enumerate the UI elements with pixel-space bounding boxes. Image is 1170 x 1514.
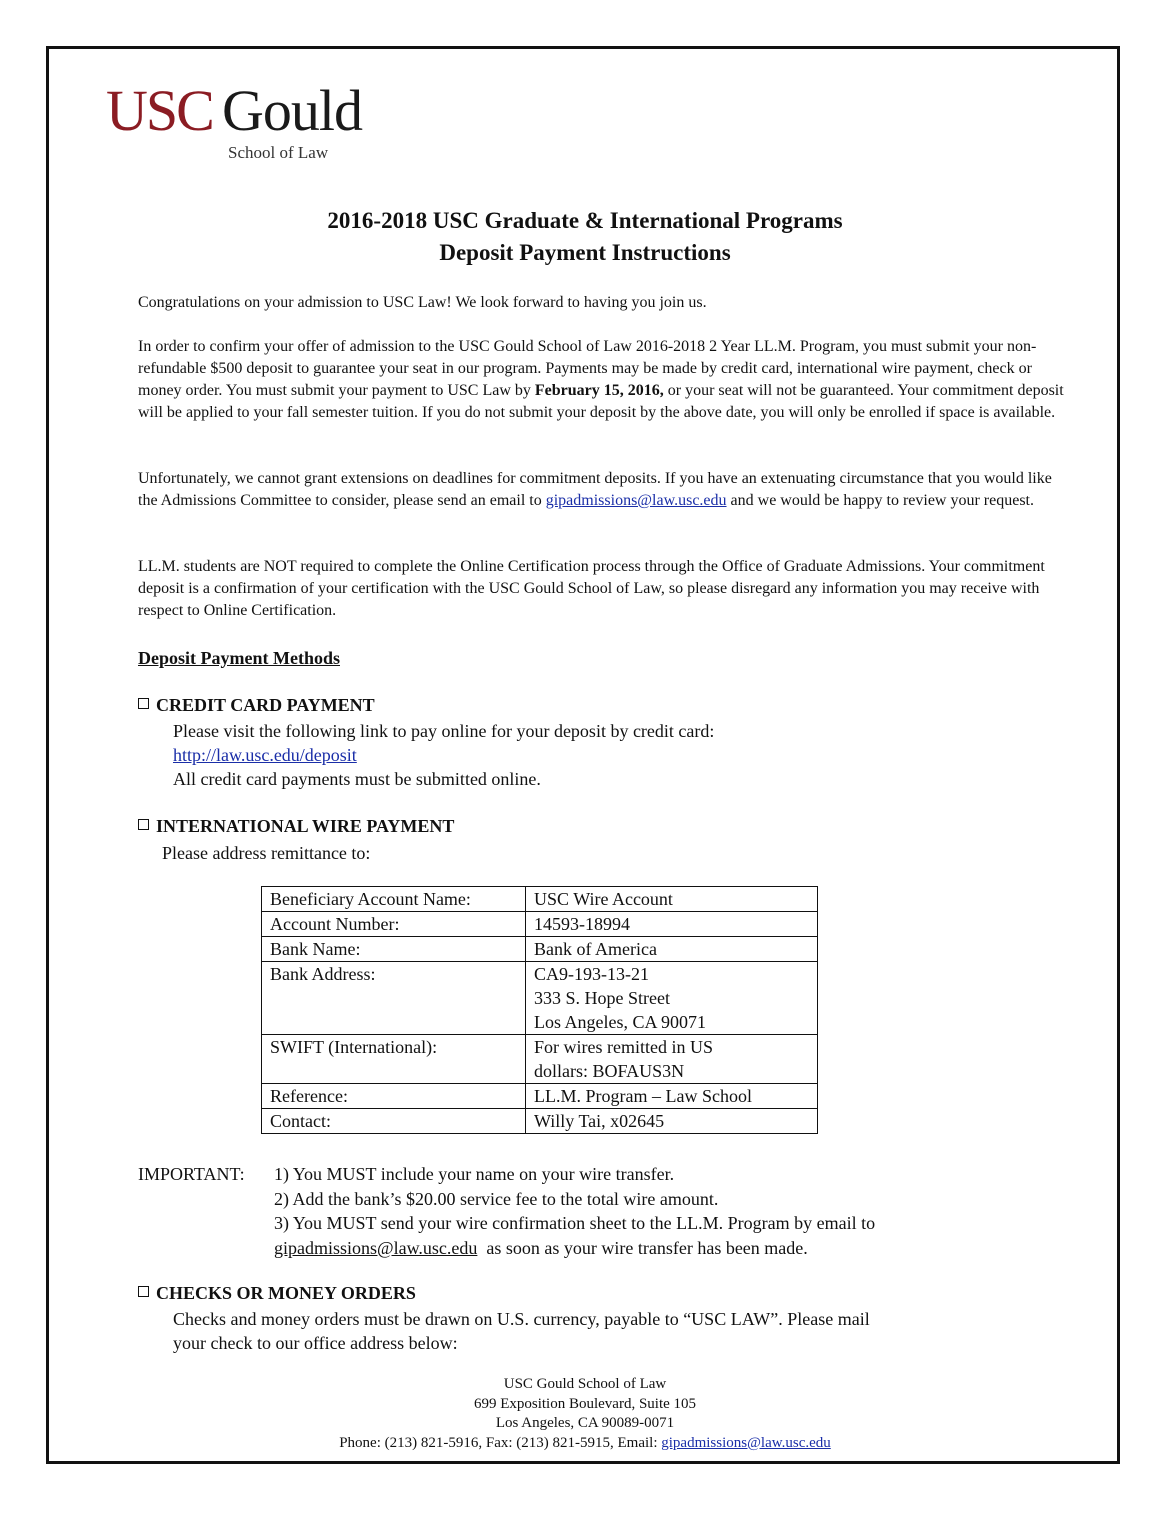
- checks-section-title: [138, 1283, 416, 1304]
- intro-paragraph-1: [138, 292, 1068, 314]
- wire-subtitle: Please address remittance to:: [162, 843, 371, 863]
- table-key: SWIFT (International):: [262, 1035, 526, 1084]
- logo-gould: Gould: [222, 78, 362, 143]
- bank-address-line: 333 S. Hope Street: [534, 988, 670, 1008]
- intro-text-3b: and we would be happy to review your request.: [726, 492, 1034, 509]
- page-title: 2016-2018 USC Graduate & International Programs: [327, 208, 843, 233]
- table-row: [262, 887, 818, 912]
- table-row: [262, 1109, 818, 1134]
- intro-text-3a: Unfortunately, we cannot grant extensions on deadlines for commitment deposits. If you have an extenuating circumstance that you would like the Admissions Committee to consider, please send an email to: [138, 470, 1052, 509]
- intro-text-2a: In order to confirm your offer of admission to the USC Gould School of Law 2016-2018 2 Year LL.M. Program, you must submit your non-refundable $500 deposit to guarantee your seat in our program. Payments may be made by credit card, international wire payment, check or money order. You must submit your payment to USC Law by: [138, 338, 1037, 399]
- table-value: Bank of America: [526, 937, 818, 962]
- intro-text-4: LL.M. students are NOT required to complete the Online Certification process through the Office of Graduate Admissions. Your commitment deposit is a confirmation of your certification with the USC Gould School of Law, so please disregard any information you may receive with respect to Online Certification.: [138, 558, 1045, 619]
- intro-paragraph-2: [138, 336, 1068, 424]
- credit-card-body: [173, 719, 714, 791]
- table-key: Reference:: [262, 1084, 526, 1109]
- credit-card-section-title: [138, 695, 375, 716]
- checks-title-text: CHECKS OR MONEY ORDERS: [156, 1283, 416, 1303]
- footer-contact: Phone: (213) 821-5916, Fax: (213) 821-5915, Email:: [339, 1434, 662, 1451]
- checks-body: [173, 1307, 870, 1355]
- table-key: Account Number:: [262, 912, 526, 937]
- deposit-payment-link[interactable]: http://law.usc.edu/deposit: [173, 745, 357, 765]
- intro-text-1: Congratulations on your admission to USC Law! We look forward to having you join us.: [138, 294, 707, 311]
- wire-title-text: INTERNATIONAL WIRE PAYMENT: [156, 816, 455, 836]
- table-row: [262, 937, 818, 962]
- checkbox-icon: [138, 1286, 149, 1297]
- table-key: Bank Address:: [262, 962, 526, 1035]
- important-label: IMPORTANT:: [138, 1164, 245, 1184]
- important-item-tail: as soon as your wire transfer has been made.: [477, 1237, 808, 1258]
- table-value: USC Wire Account: [526, 887, 818, 912]
- credit-card-title-text: CREDIT CARD PAYMENT: [156, 695, 375, 715]
- intro-paragraph-4: [138, 556, 1068, 622]
- logo-subtitle: School of Law: [228, 143, 329, 162]
- footer-line: Los Angeles, CA 90089-0071: [495, 1415, 675, 1431]
- table-row: [262, 1035, 818, 1084]
- footer-line: 699 Exposition Boulevard, Suite 105: [473, 1395, 697, 1412]
- wire-details-table: [261, 886, 818, 1134]
- table-key: Bank Name:: [262, 937, 526, 962]
- checks-line: Checks and money orders must be drawn on U.S. currency, payable to “USC LAW”. Please mail: [173, 1309, 870, 1329]
- important-list: [274, 1162, 875, 1260]
- footer-email-link[interactable]: gipadmissions@law.usc.edu: [661, 1434, 831, 1451]
- swift-line: For wires remitted in US: [534, 1037, 713, 1057]
- deadline-date: February 15, 2016,: [534, 382, 664, 399]
- checkbox-icon: [138, 698, 149, 709]
- table-key: Beneficiary Account Name:: [262, 887, 526, 912]
- swift-line: dollars: BOFAUS3N: [534, 1061, 685, 1081]
- checks-line: your check to our office address below:: [173, 1333, 458, 1353]
- logo-usc: USC: [106, 78, 213, 143]
- bank-address-line: CA9-193-13-21: [534, 964, 649, 984]
- important-item: 3) You MUST send your wire confirmation sheet to the LL.M. Program by email to: [274, 1213, 876, 1233]
- table-row: [262, 1084, 818, 1109]
- methods-heading: Deposit Payment Methods: [138, 648, 340, 668]
- wire-section-title: [138, 816, 454, 837]
- footer-address: [0, 1375, 1170, 1453]
- table-row: [262, 962, 818, 1035]
- table-value: [526, 962, 818, 1035]
- bank-address-line: Los Angeles, CA 90071: [534, 1012, 707, 1032]
- checkbox-icon: [138, 819, 149, 830]
- confirmation-email-link[interactable]: gipadmissions@law.usc.edu: [274, 1237, 478, 1258]
- intro-text-2b: or your seat will not be guaranteed. Your commitment deposit will be applied to your fall semester tuition. If you do not submit your deposit by the above date, you will only be enrolled if space is available.: [138, 382, 1064, 421]
- credit-card-instruction: Please visit the following link to pay online for your deposit by credit card:: [173, 721, 715, 741]
- table-value: LL.M. Program – Law School: [526, 1084, 818, 1109]
- table-key: Contact:: [262, 1109, 526, 1134]
- admissions-email-link[interactable]: gipadmissions@law.usc.edu: [545, 492, 727, 509]
- credit-card-note: All credit card payments must be submitted online.: [173, 769, 541, 789]
- page-subtitle: Deposit Payment Instructions: [439, 240, 731, 265]
- table-value: 14593-18994: [526, 912, 818, 937]
- table-row: [262, 912, 818, 937]
- footer-line: USC Gould School of Law: [503, 1376, 667, 1392]
- intro-paragraph-3: [138, 468, 1068, 512]
- important-item: 1) You MUST include your name on your wire transfer.: [274, 1164, 675, 1184]
- important-item: 2) Add the bank’s $20.00 service fee to the total wire amount.: [274, 1188, 719, 1209]
- table-value: Willy Tai, x02645: [526, 1109, 818, 1134]
- table-value: [526, 1035, 818, 1084]
